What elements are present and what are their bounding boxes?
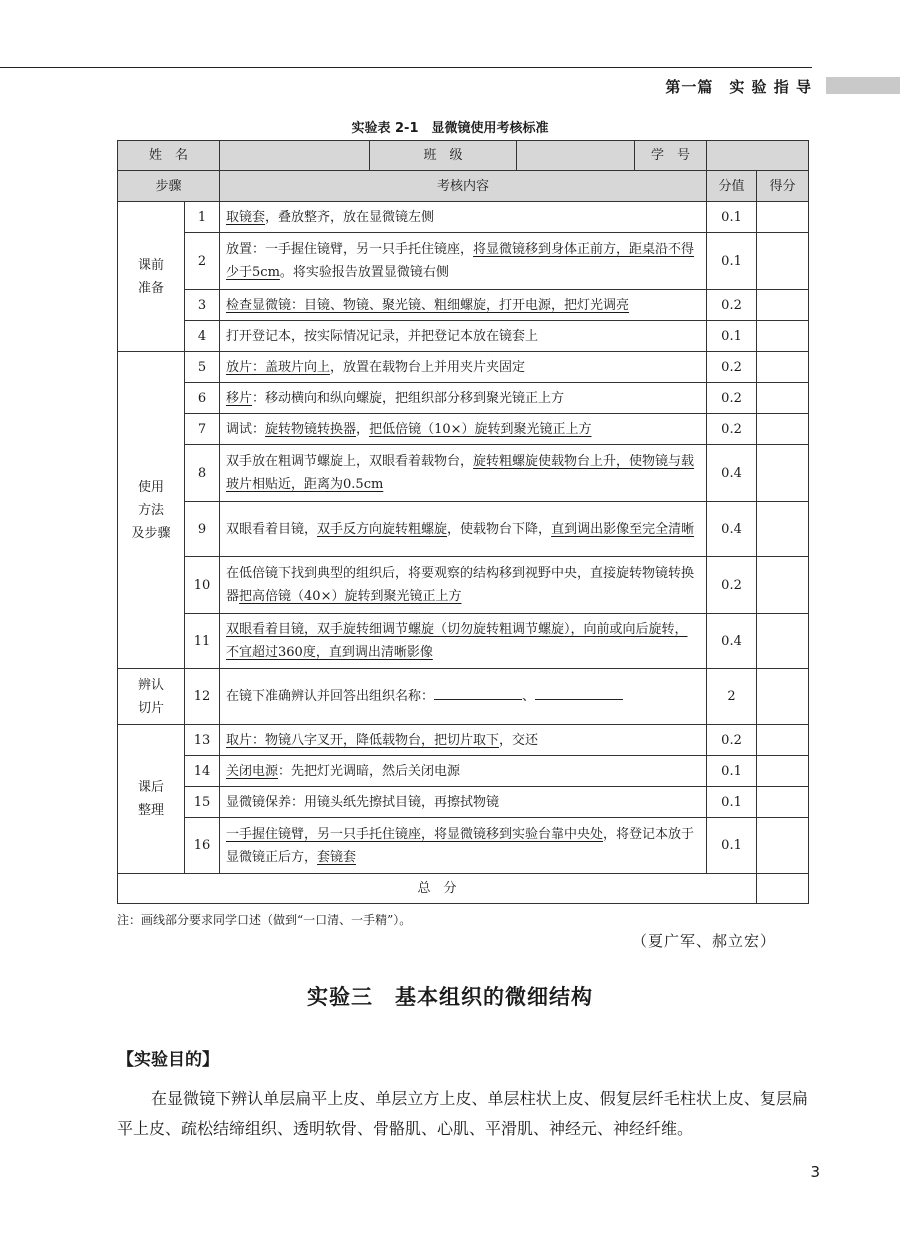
row-number: 16 xyxy=(185,818,220,874)
row-content: 显微镜保养：用镜头纸先擦拭目镜，再擦拭物镜 xyxy=(220,787,707,818)
row-score-cell xyxy=(757,818,809,874)
row-number: 8 xyxy=(185,445,220,502)
col-header-score: 得分 xyxy=(757,171,809,202)
section-title: 实验三 基本组织的微细结构 xyxy=(307,984,593,1009)
total-score-cell xyxy=(757,874,809,904)
blank-separator: 、 xyxy=(522,689,536,704)
row-score-cell xyxy=(757,290,809,321)
class-field xyxy=(517,141,635,171)
student-id-label: 学 号 xyxy=(635,141,707,171)
col-header-step: 步骤 xyxy=(118,171,220,202)
chapter-header: 第一篇 实 验 指 导 xyxy=(665,78,812,96)
row-content: 取片：物镜八字叉开，降低载物台，把切片取下，交还 xyxy=(220,725,707,756)
row-number: 10 xyxy=(185,557,220,614)
group-label-cleanup: 课后 整理 xyxy=(118,725,185,874)
row-content: 调试：旋转物镜转换器，把低倍镜（10×）旋转到聚光镜正上方 xyxy=(220,414,707,445)
group-label-prep: 课前 准备 xyxy=(118,202,185,352)
row-score-cell xyxy=(757,233,809,290)
row-content: 检查显微镜：目镜、物镜、聚光镜、粗细螺旋，打开电源，把灯光调亮 xyxy=(220,290,707,321)
row-score-cell xyxy=(757,725,809,756)
answer-blank xyxy=(535,686,623,700)
row-score-value: 0.2 xyxy=(707,414,757,445)
row-content: 放置：一手握住镜臂，另一只手托住镜座，将显微镜移到身体正前方，距桌沿不得少于5cm。将实验报告放置显微镜右侧 xyxy=(220,233,707,290)
row-number: 1 xyxy=(185,202,220,233)
class-label: 班 级 xyxy=(370,141,517,171)
table-row xyxy=(118,414,809,445)
group-label-usage: 使用 方法 及步骤 xyxy=(118,352,185,669)
row-number: 15 xyxy=(185,787,220,818)
row-score-value: 0.4 xyxy=(707,502,757,557)
purpose-heading: 【实验目的】 xyxy=(117,1050,219,1070)
row-score-value: 0.2 xyxy=(707,290,757,321)
table-row xyxy=(118,233,809,290)
row-score-value: 2 xyxy=(707,669,757,725)
table-row xyxy=(118,557,809,614)
answer-blank xyxy=(434,686,522,700)
table-row xyxy=(118,383,809,414)
info-row xyxy=(118,141,809,171)
row-score-value: 0.4 xyxy=(707,445,757,502)
row-score-cell xyxy=(757,787,809,818)
student-id-field xyxy=(707,141,809,171)
row-score-cell xyxy=(757,352,809,383)
header-tab-bar xyxy=(826,77,900,94)
name-field xyxy=(220,141,370,171)
table-row xyxy=(118,502,809,557)
table-row xyxy=(118,321,809,352)
row-score-cell xyxy=(757,614,809,669)
row-number: 12 xyxy=(185,669,220,725)
row-content: 一手握住镜臂，另一只手托住镜座，将显微镜移到实验台靠中央处，将登记本放于显微镜正后方，套镜套 xyxy=(220,818,707,874)
row-content: 双手放在粗调节螺旋上，双眼看着载物台，旋转粗螺旋使载物台上升，使物镜与载玻片相贴近，距离为0.5cm xyxy=(220,445,707,502)
row-number: 5 xyxy=(185,352,220,383)
row-score-cell xyxy=(757,414,809,445)
table-row xyxy=(118,290,809,321)
row-score-cell xyxy=(757,669,809,725)
row-score-cell xyxy=(757,202,809,233)
row-number: 9 xyxy=(185,502,220,557)
row-content: 双眼看着目镜，双手旋转细调节螺旋（切勿旋转粗调节螺旋），向前或向后旋转，不宜超过360度，直到调出清晰影像 xyxy=(220,614,707,669)
table-row xyxy=(118,818,809,874)
row-score-cell xyxy=(757,383,809,414)
table-caption: 实验表 2-1 显微镜使用考核标准 xyxy=(351,121,549,136)
row-number: 14 xyxy=(185,756,220,787)
row-score-cell xyxy=(757,445,809,502)
table-note: 注：画线部分要求同学口述（做到“一口清、一手精”）。 xyxy=(117,913,412,927)
row-score-cell xyxy=(757,557,809,614)
row-score-value: 0.2 xyxy=(707,557,757,614)
table-row xyxy=(118,669,809,725)
row-score-value: 0.1 xyxy=(707,756,757,787)
row-content: 放片：盖玻片向上，放置在载物台上并用夹片夹固定 xyxy=(220,352,707,383)
row-number: 7 xyxy=(185,414,220,445)
table-row xyxy=(118,352,809,383)
authors: （夏广军、郝立宏） xyxy=(631,932,776,950)
table-row xyxy=(118,756,809,787)
table-row xyxy=(118,202,809,233)
table-row xyxy=(118,787,809,818)
table-row xyxy=(118,725,809,756)
col-header-score-value: 分值 xyxy=(707,171,757,202)
row-number: 4 xyxy=(185,321,220,352)
row-score-value: 0.1 xyxy=(707,818,757,874)
row-text: 在镜下准确辨认并回答出组织名称： xyxy=(226,689,435,704)
row-number: 11 xyxy=(185,614,220,669)
header-row xyxy=(118,171,809,202)
row-score-value: 0.4 xyxy=(707,614,757,669)
row-content: 取镜套，叠放整齐，放在显微镜左侧 xyxy=(220,202,707,233)
group-label-identify: 辨认 切片 xyxy=(118,669,185,725)
header-rule xyxy=(0,67,812,68)
assessment-table xyxy=(117,140,809,904)
row-content: 移片：移动横向和纵向螺旋，把组织部分移到聚光镜正上方 xyxy=(220,383,707,414)
row-content: 打开登记本，按实际情况记录，并把登记本放在镜套上 xyxy=(220,321,707,352)
row-number: 13 xyxy=(185,725,220,756)
row-score-value: 0.2 xyxy=(707,352,757,383)
row-score-cell xyxy=(757,756,809,787)
row-number: 3 xyxy=(185,290,220,321)
row-number: 6 xyxy=(185,383,220,414)
col-header-content: 考核内容 xyxy=(220,171,707,202)
total-label: 总 分 xyxy=(118,874,757,904)
row-number: 2 xyxy=(185,233,220,290)
table-row xyxy=(118,614,809,669)
total-row xyxy=(118,874,809,904)
row-content xyxy=(220,669,707,725)
row-content: 关闭电源：先把灯光调暗，然后关闭电源 xyxy=(220,756,707,787)
page-number: 3 xyxy=(810,1163,820,1181)
name-label: 姓 名 xyxy=(118,141,220,171)
row-score-value: 0.1 xyxy=(707,787,757,818)
row-score-value: 0.1 xyxy=(707,321,757,352)
purpose-text: 在显微镜下辨认单层扁平上皮、单层立方上皮、单层柱状上皮、假复层纤毛柱状上皮、复层扁平上皮、疏松结缔组织、透明软骨、骨骼肌、心肌、平滑肌、神经元、神经纤维。 xyxy=(117,1089,808,1138)
row-content: 在低倍镜下找到典型的组织后，将要观察的结构移到视野中央，直接旋转物镜转换器把高倍镜（40×）旋转到聚光镜正上方 xyxy=(220,557,707,614)
table-row xyxy=(118,445,809,502)
row-score-value: 0.2 xyxy=(707,383,757,414)
row-content: 双眼看着目镜，双手反方向旋转粗螺旋，使载物台下降，直到调出影像至完全清晰 xyxy=(220,502,707,557)
row-score-value: 0.1 xyxy=(707,233,757,290)
row-score-cell xyxy=(757,502,809,557)
row-score-value: 0.2 xyxy=(707,725,757,756)
row-score-cell xyxy=(757,321,809,352)
row-score-value: 0.1 xyxy=(707,202,757,233)
